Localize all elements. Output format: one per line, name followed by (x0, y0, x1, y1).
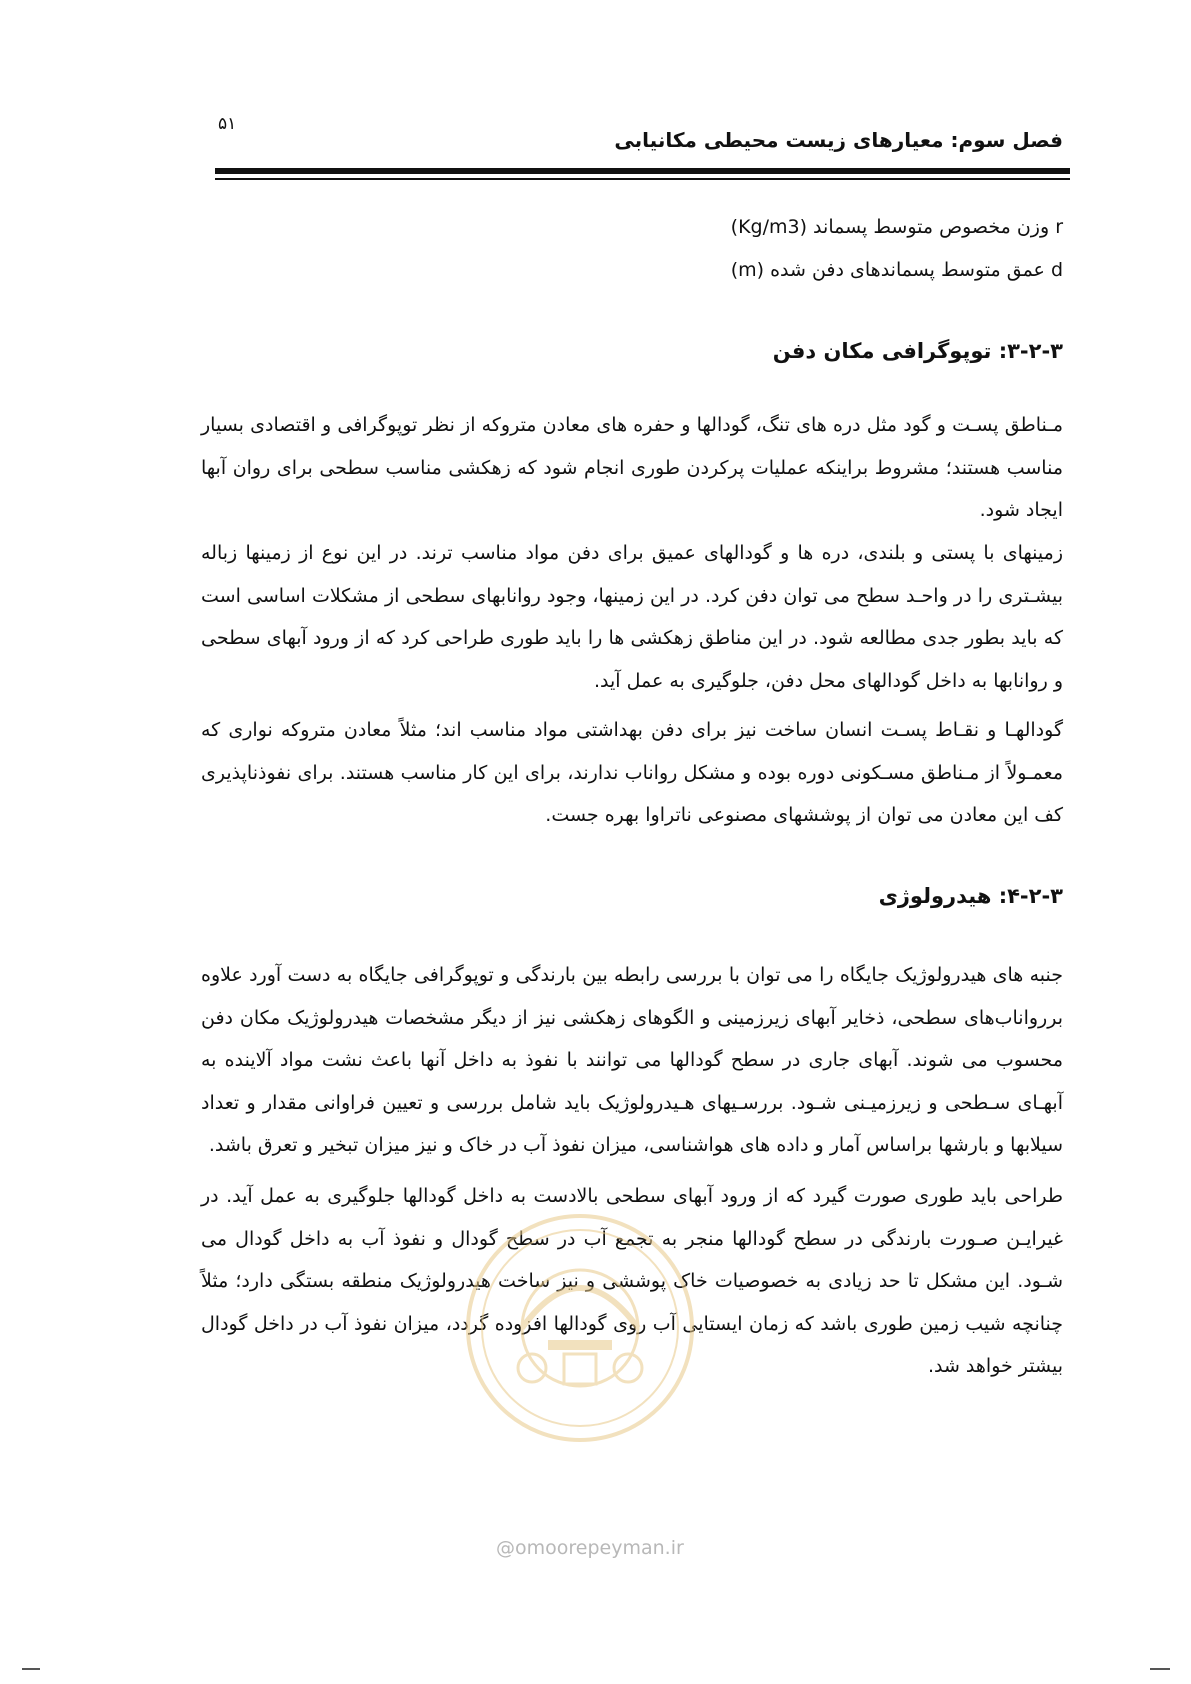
definition-line: d عمق متوسط پسماندهای دفن شده (m) (730, 259, 1063, 281)
header-rule-thin (215, 178, 1070, 180)
chapter-title: فصل سوم: معیارهای زیست محیطی مکانیابی (614, 128, 1063, 152)
paragraph: جنبه های هیدرولوژیک جایگاه را می توان با بررسی رابطه بین بارندگی و توپوگرافی جایگاه به دست آورد علاوه بررواناب‌های سطحی، ذخایر آبهای زیرزمینی و الگوهای زهکشی نیز از دیگر مشخصات هیدرولوژیک مکان دفن محسوب می شوند. آبهای جاری در سطح گودالها می توانند با نفوذ به داخل آنها باعث نشت مواد آلاینده به آبهـای سـطحی و زیرزمیـنی شـود. بررسـیهای هـیدرولوژیک باید شامل بررسی و تعیین فراوانی مقدار و تعداد سیلابها و بارشها براساس آمار و داده های هواشناسی، میزان نفوذ آب در خاک و نیز میزان تبخیر و تعرق باشد. (201, 964, 1063, 1156)
definition-line: r وزن مخصوص متوسط پسماند (Kg/m3) (730, 216, 1063, 238)
paragraph: زمینهای با پستی و بلندی، دره ها و گودالهای عمیق برای دفن مواد مناسب ترند. در این نوع از زمینها زباله بیشـتری را در واحـد سطح می توان دفن کرد. در این زمینها، وجود روانابهای سطحی از مشکلات اساسی است که باید بطور جدی مطالعه شود. در این مناطق زهکشی ها را باید طوری طراحی کرد که از ورود آبهای سطحی و روانابها به داخل گودالهای محل دفن، جلوگیری به عمل آید. (201, 542, 1063, 692)
section-heading-topography: ۳-۲-۳: توپوگرافی مکان دفن (772, 339, 1063, 363)
paragraph: طراحی باید طوری صورت گیرد که از ورود آبهای سطحی بالادست به داخل گودالها جلوگیری به عمل آید. در غیرایـن صـورت بارندگی در سطح گودالها منجر به تجمع آب در سطح گودال و نفوذ آب به داخل گودال می شـود. این مشکل تا حد زیادی به خصوصیات خاک پوششی و نیز ساخت هیدرولوژیک منطقه بستگی دارد؛ مثلاً چنانچه شیب زمین طوری باشد که زمان ایستایی آب روی گودالها افزوده گردد، میزان نفوذ آب در داخل گودال بیشتر خواهد شد. (201, 1185, 1063, 1377)
page-number: ۵۱ (218, 114, 237, 134)
paragraph: مـناطق پسـت و گود مثل دره های تنگ، گودالها و حفره های معادن متروکه از نظر توپوگرافی و اقتصادی بسیار مناسب هستند؛ مشروط براینکه عملیات پرکردن طوری انجام شود که زهکشی مناسب سطحی برای روان آبها ایجاد شود. (201, 414, 1063, 521)
watermark-site-text: @omoorepeyman.ir (496, 1537, 684, 1559)
header-rule-thick (215, 168, 1070, 174)
section-heading-hydrology: ۴-۲-۳: هیدرولوژی (878, 884, 1063, 908)
paragraph: گودالهـا و نقـاط پسـت انسان ساخت نیز برای دفن بهداشتی مواد مناسب اند؛ مثلاً معادن متروکه نواری که معمـولاً از مـناطق مسـکونی دوره بوده و مشکل رواناب ندارند، برای این کار مناسب هستند. برای نفوذناپذیری کف این معادن می توان از پوششهای مصنوعی ناتراوا بهره جست. (201, 719, 1063, 826)
scan-mark (22, 1668, 40, 1670)
watermark-seal (460, 1208, 700, 1448)
scan-mark (1150, 1668, 1170, 1670)
